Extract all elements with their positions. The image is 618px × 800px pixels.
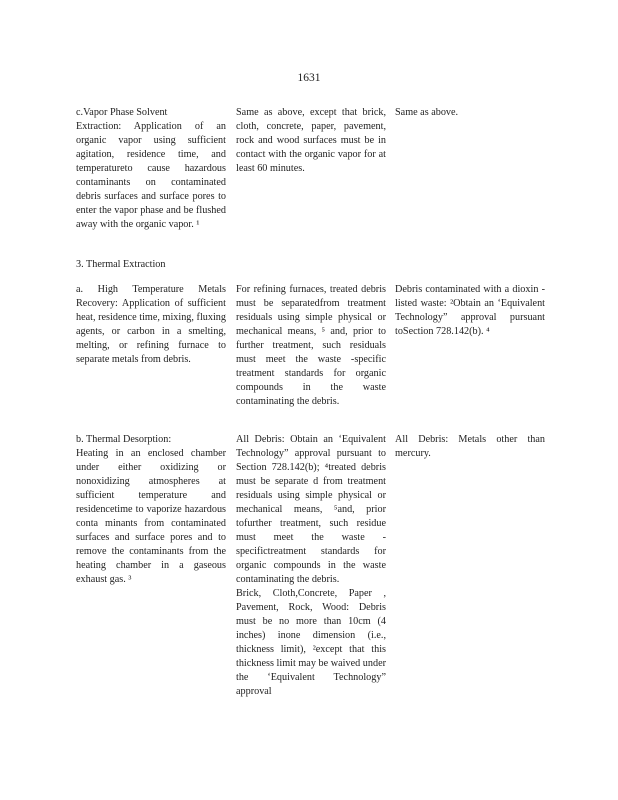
- vapor-phase-extraction-description: c.Vapor Phase Solvent Extraction: Application of an organic vapor using sufficient agitation, residence time, and temperatureto cause hazardous contaminants on contaminated debris surfaces and surface pores to enter the vapor phase and be flushed away with the organic vapor. ¹: [76, 107, 226, 230]
- section-heading-thermal-extraction: 3. Thermal Extraction: [76, 259, 166, 270]
- metals-recovery-description: a. High Temperature Metals Recovery: Application of sufficient heat, residence time, mixing, fluxing agents, or carbon in a smelting, melting, or refining furnace to separate metals from debris.: [76, 284, 226, 365]
- vapor-phase-extraction-contaminant-restrictions: Same as above.: [395, 107, 459, 118]
- metals-recovery-contaminant-restrictions: Debris contaminated with a dioxin -listed waste: ²Obtain an ‘Equivalent Technology” approval pursuant toSection 728.142(b). ⁴: [395, 284, 545, 337]
- metals-recovery-performance: For refining furnaces, treated debris must be separatedfrom treatment residuals using simple physical or mechanical means, ⁵ and, prior to further treatment, such residuals must meet the waste -specific treatment standards for organic compounds in the waste contaminating the debris.: [236, 284, 386, 407]
- thermal-desorption-contaminant-restrictions: All Debris: Metals other than mercury.: [395, 434, 545, 459]
- thermal-desorption-description: b. Thermal Desorption: Heating in an enclosed chamber under either oxidizing or nonoxidizing atmospheres at sufficient temperature and residencetime to vaporize hazardous conta minants from contaminated surfaces and surface pores and to remove the contaminants from the heating chamber in a gaseous exhaust gas. ³: [76, 434, 226, 585]
- vapor-phase-extraction-performance: Same as above, except that brick, cloth, concrete, paper, pavement, rock and wood surfaces must be in contact with the organic vapor for at least 60 minutes.: [236, 107, 386, 174]
- page-number: 1631: [297, 72, 321, 84]
- thermal-desorption-performance: All Debris: Obtain an ‘Equivalent Technology” approval pursuant to Section 728.142(b); ⁴treated debris must be separate d from treatment residuals using simple physical or mechanical means, ⁵and, prior tofurther treatment, such residue must meet the waste -specifictreatment standards for organic compounds in the waste contaminating the debris. Brick, Cloth,Concrete, Paper , Pavement, Rock, Wood: Debris must be no more than 10cm (4 inches) inone dimension (i.e., thickness limit), ²except that this thickness limit may be waived under the ‘Equivalent Technology” approval: [236, 434, 386, 697]
